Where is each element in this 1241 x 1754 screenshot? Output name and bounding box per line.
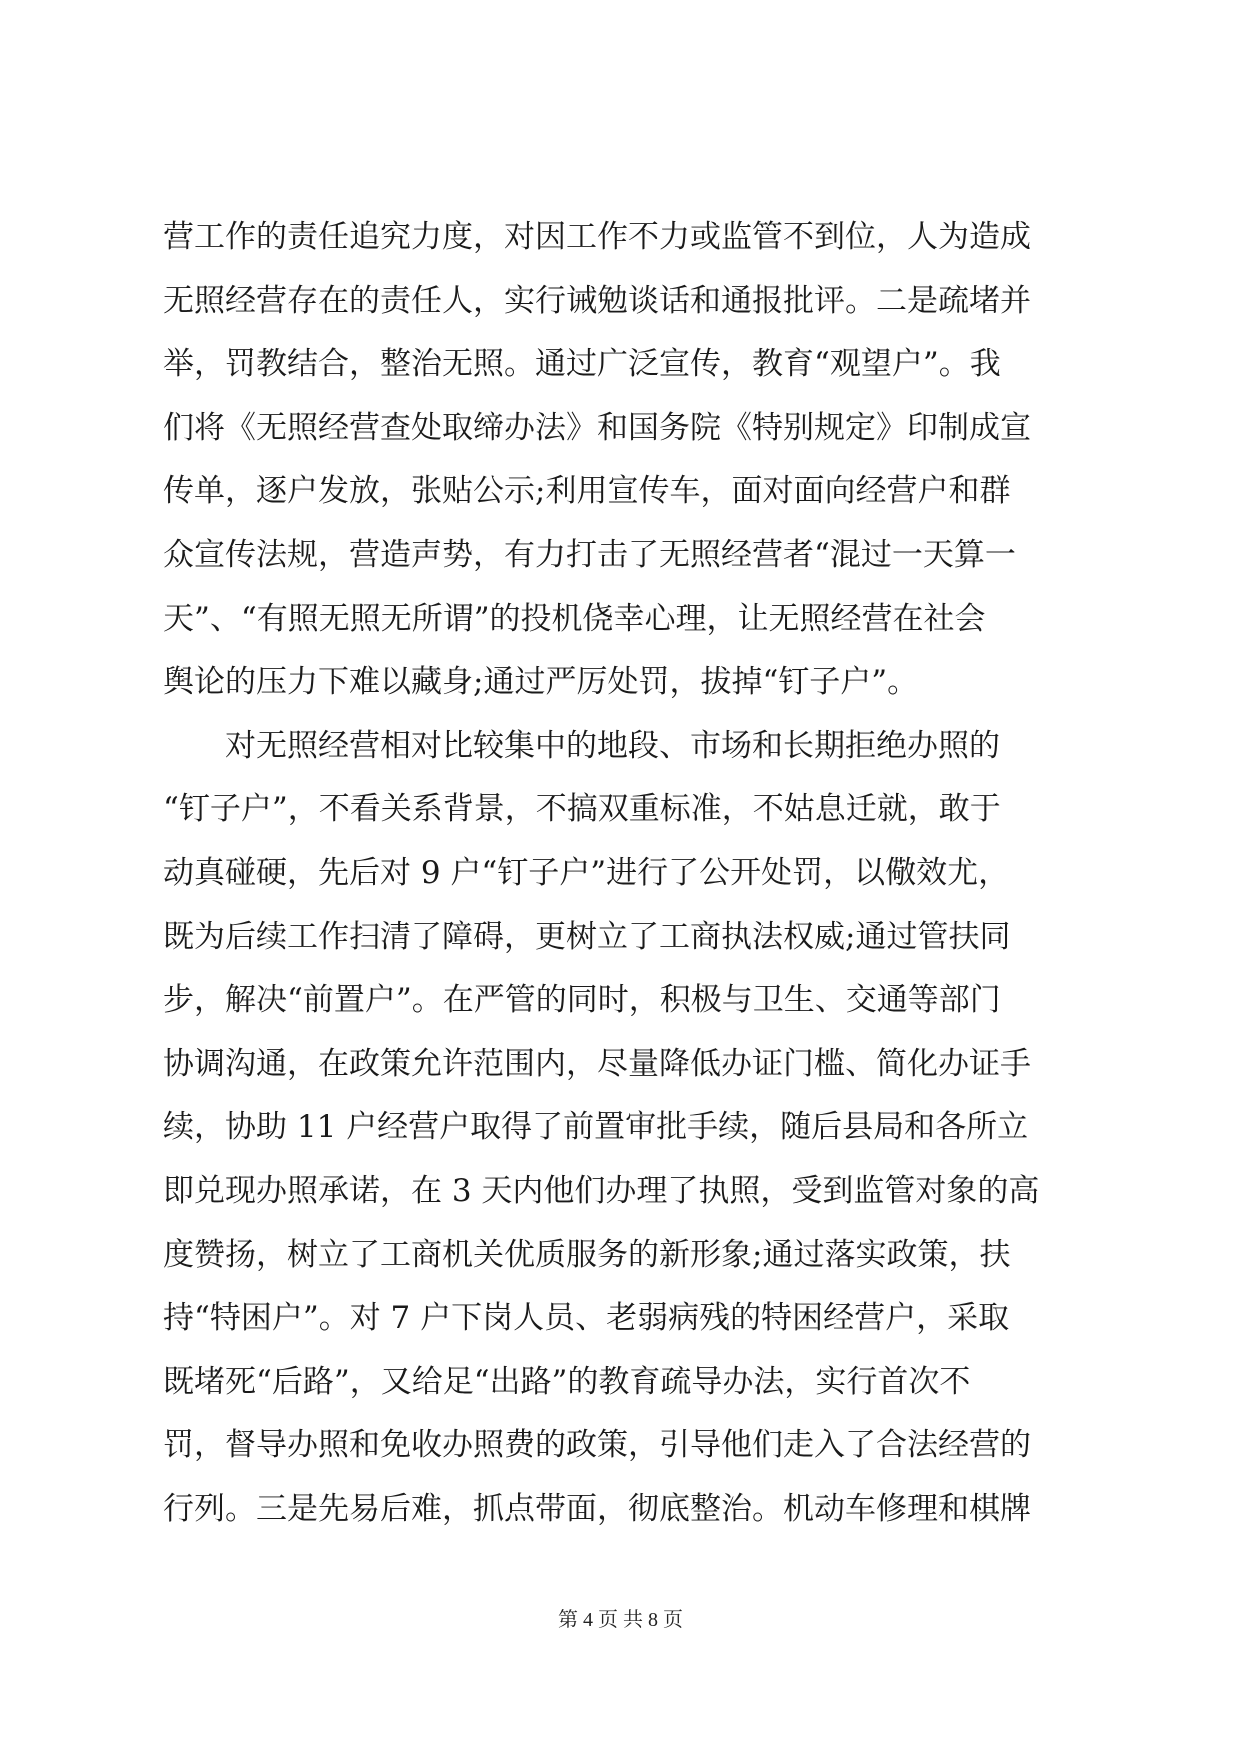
text-line: 营工作的责任追究力度，对因工作不力或监管不到位，人为造成 (163, 219, 1031, 255)
text-line: “钉子户”，不看关系背景，不搞双重标准，不姑息迁就，敢于 (163, 791, 1001, 828)
text-line: 续，协助 11 户经营户取得了前置审批手续，随后县局和各所立 (163, 1109, 1029, 1146)
page-number-footer: 第 4 页 共 8 页 (558, 1609, 683, 1631)
text-line: 即兑现办照承诺，在 3 天内他们办理了执照，受到监管对象的高 (163, 1172, 1040, 1209)
text-line: 行列。三是先易后难，抓点带面，彻底整治。机动车修理和棋牌 (163, 1490, 1031, 1527)
text-line: 天”、“有照无照无所谓”的投机侥幸心理，让无照经营在社会 (163, 600, 986, 637)
text-line: 动真碰硬，先后对 9 户“钉子户”进行了公开处罚，以儆效尤， (163, 854, 1010, 891)
text-line: 度赞扬，树立了工商机关优质服务的新形象;通过落实政策，扶 (163, 1236, 1011, 1273)
text-line: 传单，逐户发放，张贴公示;利用宣传车，面对面向经营户和群 (163, 473, 1011, 510)
text-line: 协调沟通，在政策允许范围内，尽量降低办证门槛、简化办证手 (163, 1045, 1031, 1082)
text-line: 们将《无照经营查处取缔办法》和国务院《特别规定》印制成宣 (163, 409, 1031, 446)
text-line: 无照经营存在的责任人，实行诫勉谈话和通报批评。二是疏堵并 (163, 282, 1031, 319)
text-line: 罚，督导办照和免收办照费的政策，引导他们走入了合法经营的 (163, 1427, 1031, 1464)
text-line: 众宣传法规，营造声势，有力打击了无照经营者“混过一天算一 (163, 536, 1016, 573)
text-line: 既堵死“后路”，又给足“出路”的教育疏导办法，实行首次不 (163, 1363, 971, 1400)
text-line: 既为后续工作扫清了障碍，更树立了工商执法权威;通过管扶同 (163, 918, 1011, 955)
text-line: 步，解决“前置户”。在严管的同时，积极与卫生、交通等部门 (163, 982, 1001, 1019)
text-line: 持“特困户”。对 7 户下岗人员、老弱病残的特困经营户，采取 (163, 1300, 1010, 1337)
text-line: 舆论的压力下难以藏身;通过严厉处罚，拔掉“钉子户”。 (163, 664, 919, 701)
text-line: 对无照经营相对比较集中的地段、市场和长期拒绝办照的 (163, 727, 1000, 764)
body-text (163, 206, 1083, 1541)
text-line: 举，罚教结合，整治无照。通过广泛宣传，教育“观望户”。我 (163, 346, 1001, 383)
